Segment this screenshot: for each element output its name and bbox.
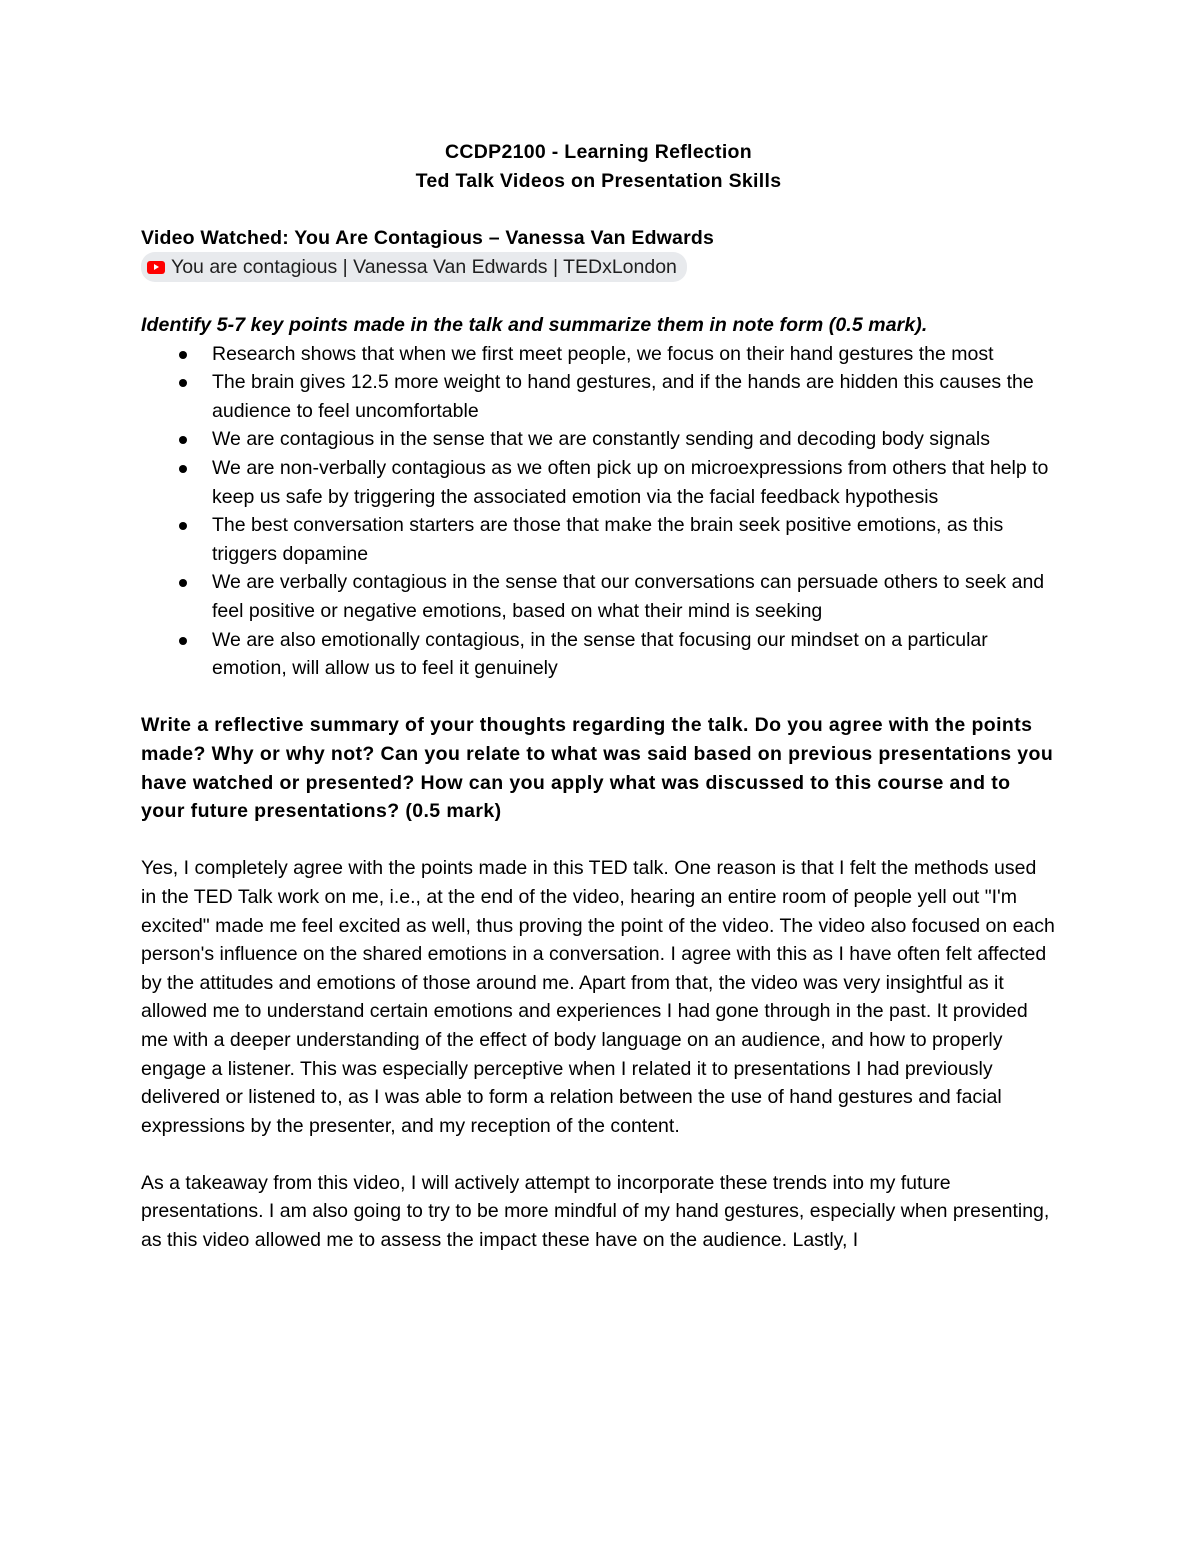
list-item bbox=[141, 626, 1056, 683]
list-item-text: Research shows that when we first meet people, we focus on their hand gestures the most bbox=[212, 342, 994, 365]
bullet-icon bbox=[179, 351, 187, 359]
list-item bbox=[141, 425, 1056, 454]
list-item-text: We are also emotionally contagious, in the sense that focusing our mindset on a particular emotion, will allow us to feel it genuinely bbox=[212, 628, 988, 680]
reflection-paragraph-1: Yes, I completely agree with the points made in this TED talk. One reason is that I felt the methods used in the TED Talk work on me, i.e., at the end of the video, hearing an entire room of people yell out "I'm excited" made me feel excited as well, thus proving the point of the video. The video also focused on each person's influence on the shared emotions in a conversation. I agree with this as I have often felt affected by the attitudes and emotions of those around me. Apart from that, the video was very insightful as it allowed me to understand certain emotions and experiences I had gone through in the past. It provided me with a deeper understanding of the effect of body language on an audience, and how to properly engage a listener. This was especially perceptive when I related it to presentations I had previously delivered or listened to, as I was able to form a relation between the use of hand gestures and facial expressions by the presenter, and my reception of the content. bbox=[141, 857, 1055, 1137]
title-line-2: Ted Talk Videos on Presentation Skills bbox=[415, 169, 782, 192]
list-item bbox=[141, 454, 1056, 511]
bullet-icon bbox=[179, 465, 187, 473]
spacer bbox=[141, 826, 1056, 855]
document-title bbox=[141, 138, 1056, 195]
spacer bbox=[141, 282, 1056, 311]
video-link-text: You are contagious | Vanessa Van Edwards | TEDxLondon bbox=[171, 256, 677, 279]
list-item-text: The best conversation starters are those that make the brain seek positive emotions, as this triggers dopamine bbox=[212, 514, 1004, 565]
list-item-text: We are non-verbally contagious as we often pick up on microexpressions from others that help to keep us safe by triggering the associated emotion via the facial feedback hypothesis bbox=[212, 457, 1049, 508]
list-item bbox=[141, 511, 1056, 568]
list-item-text: We are verbally contagious in the sense that our conversations can persuade others to seek and feel positive or negative emotions, based on what their mind is seeking bbox=[212, 571, 1045, 622]
title-line-1: CCDP2100 - Learning Reflection bbox=[445, 141, 752, 163]
spacer bbox=[141, 683, 1056, 712]
bullet-icon bbox=[179, 379, 187, 387]
question-key-points: Identify 5-7 key points made in the talk and summarize them in note form (0.5 mark). bbox=[141, 314, 928, 337]
bullet-icon bbox=[179, 579, 187, 587]
list-item bbox=[141, 368, 1056, 425]
list-item-text: We are contagious in the sense that we are constantly sending and decoding body signals bbox=[212, 428, 990, 451]
spacer bbox=[141, 1140, 1056, 1169]
list-item bbox=[141, 340, 1056, 369]
question-reflection: Write a reflective summary of your thoughts regarding the talk. Do you agree with the points made? Why or why not? Can you relate to what was said based on previous presentations you have watched or presented? How can you apply what was discussed to this course and to your future presentations? (0.5 mark) bbox=[141, 714, 1054, 823]
key-points-list bbox=[141, 340, 1056, 683]
reflection-paragraph-2: As a takeaway from this video, I will actively attempt to incorporate these trends into my future presentations. I am also going to try to be more mindful of my hand gestures, especially when presenting, as this video allowed me to assess the impact these have on the audience. Lastly, I bbox=[141, 1171, 1050, 1252]
list-item-text: The brain gives 12.5 more weight to hand gestures, and if the hands are hidden this causes the audience to feel uncomfortable bbox=[212, 371, 1034, 422]
list-item bbox=[141, 568, 1056, 625]
bullet-icon bbox=[179, 436, 187, 444]
document-page bbox=[141, 138, 1056, 1255]
bullet-icon bbox=[179, 522, 187, 530]
bullet-icon bbox=[179, 637, 187, 645]
video-link-row bbox=[141, 252, 1056, 282]
youtube-icon bbox=[147, 261, 165, 274]
video-heading: Video Watched: You Are Contagious – Vanessa Van Edwards bbox=[141, 226, 715, 249]
video-link-chip[interactable] bbox=[141, 252, 687, 282]
spacer bbox=[141, 195, 1056, 224]
